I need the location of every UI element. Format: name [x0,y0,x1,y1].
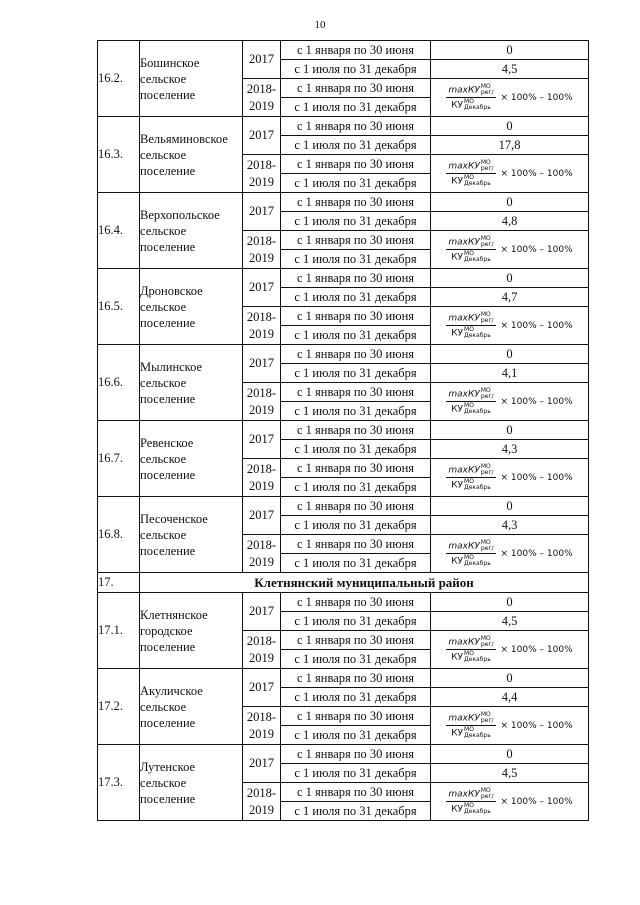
formula-fraction [446,312,495,339]
period-first-half: с 1 января по 30 июня [281,535,431,554]
year-2018-2019: 2018-2019 [243,231,281,269]
formula-denominator-sup: МО [464,554,474,561]
formula-denominator [449,174,493,187]
settlement-name: Вельяминовское сельское поселение [140,117,243,193]
formula-fraction [446,236,495,263]
formula-denominator-sub: Декабрь [464,180,491,187]
formula-denominator [449,98,493,111]
year-2017: 2017 [243,41,281,79]
growth-formula [431,540,588,567]
value-second-half: 4,3 [431,440,589,459]
period-first-half: с 1 января по 30 июня [281,631,431,650]
year-2017: 2017 [243,593,281,631]
growth-formula [431,312,588,339]
formula-fraction [446,160,495,187]
formula-denominator-sup: МО [464,802,474,809]
formula-denominator-sup: МО [464,250,474,257]
formula-denominator-sup: МО [464,326,474,333]
formula-numerator-sub: рег/ [480,793,494,800]
formula-numerator [446,236,495,250]
growth-formula [431,84,588,111]
formula-numerator-indices [481,636,494,648]
period-first-half: с 1 января по 30 июня [281,383,431,402]
value-second-half: 4,4 [431,688,589,707]
growth-formula [431,636,588,663]
value-first-half: 0 [431,497,589,516]
formula-numerator-sup: МО [480,235,491,242]
row-number: 17.3. [98,745,140,821]
formula-cell [431,707,589,745]
period-second-half: с 1 июля по 31 декабря [281,802,431,821]
formula-rest: × 100% – 100% [500,548,573,559]
formula-cell [431,383,589,421]
formula-cell [431,155,589,193]
table-row [98,269,589,288]
period-first-half: с 1 января по 30 июня [281,193,431,212]
formula-numerator [446,84,495,98]
formula-denominator-main: КУ [451,100,464,111]
formula-rest: × 100% – 100% [500,396,573,407]
formula-numerator [446,636,495,650]
period-second-half: с 1 июля по 31 декабря [281,250,431,269]
value-second-half: 4,1 [431,364,589,383]
formula-denominator-indices [464,175,491,187]
formula-numerator-main: КУ [467,237,480,248]
period-second-half: с 1 июля по 31 декабря [281,650,431,669]
formula-numerator-sup: МО [480,539,491,546]
formula-denominator-indices [464,727,491,739]
settlement-name: Бошинское сельское поселение [140,41,243,117]
formula-denominator-indices [464,651,491,663]
formula-numerator [446,160,495,174]
period-second-half: с 1 июля по 31 декабря [281,612,431,631]
section-number: 17. [98,573,140,593]
period-first-half: с 1 января по 30 июня [281,79,431,98]
value-second-half: 4,5 [431,764,589,783]
formula-numerator-indices [481,388,494,400]
period-second-half: с 1 июля по 31 декабря [281,554,431,573]
value-first-half: 0 [431,593,589,612]
table-row [98,497,589,516]
formula-prefix: max [448,313,468,324]
period-second-half: с 1 июля по 31 декабря [281,136,431,155]
formula-numerator-indices [481,84,494,96]
formula-prefix: max [448,237,468,248]
formula-numerator-main: КУ [467,389,480,400]
period-first-half: с 1 января по 30 июня [281,669,431,688]
formula-numerator-sub: рег/ [480,317,494,324]
table-row [98,421,589,440]
table-row [98,669,589,688]
period-first-half: с 1 января по 30 июня [281,783,431,802]
formula-denominator [449,726,493,739]
period-first-half: с 1 января по 30 июня [281,269,431,288]
formula-numerator-indices [481,160,494,172]
formula-numerator [446,312,495,326]
formula-numerator-main: КУ [467,161,480,172]
settlement-name: Дроновское сельское поселение [140,269,243,345]
formula-cell [431,79,589,117]
formula-rest: × 100% – 100% [500,720,573,731]
formula-numerator-sup: МО [480,463,491,470]
row-number: 16.5. [98,269,140,345]
formula-fraction [446,540,495,567]
formula-denominator-main: КУ [451,728,464,739]
formula-denominator-indices [464,327,491,339]
row-number: 16.4. [98,193,140,269]
formula-numerator [446,788,495,802]
formula-numerator-indices [481,712,494,724]
year-2018-2019: 2018-2019 [243,783,281,821]
settlement-name: Верхопольское сельское поселение [140,193,243,269]
formula-numerator [446,388,495,402]
formula-denominator-sup: МО [464,726,474,733]
formula-numerator-sub: рег/ [480,165,494,172]
period-first-half: с 1 января по 30 июня [281,497,431,516]
settlement-name: Песоченское сельское поселение [140,497,243,573]
value-second-half: 4,5 [431,60,589,79]
formula-denominator-indices [464,555,491,567]
formula-denominator [449,326,493,339]
table-row [98,193,589,212]
year-2017: 2017 [243,421,281,459]
formula-numerator-indices [481,788,494,800]
year-2017: 2017 [243,117,281,155]
formula-fraction [446,712,495,739]
year-2018-2019: 2018-2019 [243,79,281,117]
row-number: 16.2. [98,41,140,117]
value-second-half: 4,5 [431,612,589,631]
formula-numerator-main: КУ [467,713,480,724]
formula-numerator-main: КУ [467,541,480,552]
formula-denominator [449,402,493,415]
formula-numerator-main: КУ [467,85,480,96]
formula-prefix: max [448,465,468,476]
formula-denominator-sup: МО [464,478,474,485]
row-number: 17.2. [98,669,140,745]
formula-prefix: max [448,541,468,552]
formula-denominator-main: КУ [451,652,464,663]
period-second-half: с 1 июля по 31 декабря [281,326,431,345]
year-2017: 2017 [243,745,281,783]
formula-prefix: max [448,85,468,96]
period-second-half: с 1 июля по 31 декабря [281,174,431,193]
period-first-half: с 1 января по 30 июня [281,117,431,136]
table-row [98,117,589,136]
period-second-half: с 1 июля по 31 декабря [281,98,431,117]
formula-denominator-sup: МО [464,402,474,409]
period-second-half: с 1 июля по 31 декабря [281,726,431,745]
period-first-half: с 1 января по 30 июня [281,745,431,764]
formula-cell [431,307,589,345]
formula-numerator-sub: рег/ [480,545,494,552]
period-second-half: с 1 июля по 31 декабря [281,212,431,231]
formula-denominator-sub: Декабрь [464,732,491,739]
formula-rest: × 100% – 100% [500,320,573,331]
year-2017: 2017 [243,345,281,383]
formula-denominator-main: КУ [451,480,464,491]
formula-numerator-sup: МО [480,83,491,90]
formula-denominator-main: КУ [451,252,464,263]
formula-denominator-sub: Декабрь [464,560,491,567]
formula-numerator-indices [481,540,494,552]
formula-numerator-sub: рег/ [480,89,494,96]
year-2018-2019: 2018-2019 [243,707,281,745]
formula-cell [431,231,589,269]
formula-cell [431,631,589,669]
formula-fraction [446,636,495,663]
period-second-half: с 1 июля по 31 декабря [281,688,431,707]
settlement-name: Акуличское сельское поселение [140,669,243,745]
formula-denominator-sub: Декабрь [464,656,491,663]
formula-denominator-main: КУ [451,556,464,567]
formula-numerator-sub: рег/ [480,241,494,248]
year-2018-2019: 2018-2019 [243,535,281,573]
formula-denominator-main: КУ [451,804,464,815]
formula-denominator-sup: МО [464,98,474,105]
formula-rest: × 100% – 100% [500,244,573,255]
year-2018-2019: 2018-2019 [243,459,281,497]
formula-rest: × 100% – 100% [500,168,573,179]
settlement-name: Ревенское сельское поселение [140,421,243,497]
formula-denominator [449,802,493,815]
settlement-name: Лутенское сельское поселение [140,745,243,821]
formula-denominator-indices [464,403,491,415]
period-first-half: с 1 января по 30 июня [281,421,431,440]
value-second-half: 4,7 [431,288,589,307]
settlement-name: Клетнянское городское поселение [140,593,243,669]
formula-denominator-indices [464,479,491,491]
table-row [98,41,589,60]
formula-denominator-main: КУ [451,176,464,187]
formula-denominator [449,650,493,663]
formula-denominator [449,554,493,567]
formula-numerator-indices [481,236,494,248]
formula-prefix: max [448,389,468,400]
formula-numerator-main: КУ [467,789,480,800]
table-row [98,593,589,612]
period-second-half: с 1 июля по 31 декабря [281,516,431,535]
formula-numerator [446,540,495,554]
tariff-table [97,40,589,821]
formula-fraction [446,788,495,815]
formula-numerator [446,712,495,726]
formula-numerator-main: КУ [467,637,480,648]
formula-cell [431,783,589,821]
period-second-half: с 1 июля по 31 декабря [281,478,431,497]
period-second-half: с 1 июля по 31 декабря [281,60,431,79]
formula-prefix: max [448,161,468,172]
page-number: 10 [314,19,326,31]
formula-fraction [446,464,495,491]
section-row [98,573,589,593]
formula-cell [431,459,589,497]
period-second-half: с 1 июля по 31 декабря [281,440,431,459]
value-first-half: 0 [431,669,589,688]
section-title: Клетнянский муниципальный район [140,573,589,593]
settlement-name: Мылинское сельское поселение [140,345,243,421]
value-first-half: 0 [431,117,589,136]
formula-rest: × 100% – 100% [500,472,573,483]
value-second-half: 17,8 [431,136,589,155]
growth-formula [431,236,588,263]
row-number: 16.3. [98,117,140,193]
growth-formula [431,788,588,815]
year-2017: 2017 [243,497,281,535]
period-first-half: с 1 января по 30 июня [281,459,431,478]
formula-numerator [446,464,495,478]
formula-numerator-sub: рег/ [480,469,494,476]
row-number: 16.7. [98,421,140,497]
formula-numerator-sub: рег/ [480,641,494,648]
period-first-half: с 1 января по 30 июня [281,345,431,364]
formula-denominator-indices [464,803,491,815]
formula-prefix: max [448,713,468,724]
formula-denominator-sub: Декабрь [464,484,491,491]
formula-rest: × 100% – 100% [500,92,573,103]
growth-formula [431,160,588,187]
formula-denominator-sub: Декабрь [464,408,491,415]
formula-denominator [449,478,493,491]
year-2017: 2017 [243,269,281,307]
formula-prefix: max [448,789,468,800]
formula-denominator [449,250,493,263]
formula-denominator-main: КУ [451,404,464,415]
formula-rest: × 100% – 100% [500,796,573,807]
row-number: 17.1. [98,593,140,669]
period-second-half: с 1 июля по 31 декабря [281,402,431,421]
period-first-half: с 1 января по 30 июня [281,307,431,326]
value-first-half: 0 [431,745,589,764]
value-second-half: 4,8 [431,212,589,231]
formula-numerator-indices [481,464,494,476]
table-row [98,345,589,364]
year-2018-2019: 2018-2019 [243,155,281,193]
formula-denominator-sup: МО [464,650,474,657]
formula-numerator-sub: рег/ [480,393,494,400]
formula-denominator-indices [464,251,491,263]
formula-numerator-sup: МО [480,387,491,394]
formula-denominator-sub: Декабрь [464,256,491,263]
formula-numerator-sub: рег/ [480,717,494,724]
formula-denominator-indices [464,99,491,111]
year-2017: 2017 [243,669,281,707]
formula-denominator-sub: Декабрь [464,808,491,815]
value-second-half: 4,3 [431,516,589,535]
value-first-half: 0 [431,41,589,60]
year-2018-2019: 2018-2019 [243,631,281,669]
formula-numerator-sup: МО [480,159,491,166]
period-second-half: с 1 июля по 31 декабря [281,764,431,783]
formula-denominator-sub: Декабрь [464,332,491,339]
formula-numerator-indices [481,312,494,324]
formula-numerator-sup: МО [480,787,491,794]
formula-numerator-sup: МО [480,635,491,642]
row-number: 16.8. [98,497,140,573]
period-first-half: с 1 января по 30 июня [281,231,431,250]
formula-fraction [446,388,495,415]
formula-fraction [446,84,495,111]
period-first-half: с 1 января по 30 июня [281,155,431,174]
value-first-half: 0 [431,193,589,212]
formula-numerator-sup: МО [480,311,491,318]
growth-formula [431,712,588,739]
formula-denominator-main: КУ [451,328,464,339]
value-first-half: 0 [431,345,589,364]
formula-prefix: max [448,637,468,648]
formula-denominator-sup: МО [464,174,474,181]
period-first-half: с 1 января по 30 июня [281,593,431,612]
formula-cell [431,535,589,573]
period-second-half: с 1 июля по 31 декабря [281,364,431,383]
year-2017: 2017 [243,193,281,231]
growth-formula [431,388,588,415]
tariff-table-body [98,41,589,821]
year-2018-2019: 2018-2019 [243,383,281,421]
table-row [98,745,589,764]
year-2018-2019: 2018-2019 [243,307,281,345]
value-first-half: 0 [431,269,589,288]
formula-denominator-sub: Декабрь [464,104,491,111]
period-first-half: с 1 января по 30 июня [281,41,431,60]
growth-formula [431,464,588,491]
formula-numerator-sup: МО [480,711,491,718]
period-first-half: с 1 января по 30 июня [281,707,431,726]
period-second-half: с 1 июля по 31 декабря [281,288,431,307]
formula-rest: × 100% – 100% [500,644,573,655]
row-number: 16.6. [98,345,140,421]
formula-numerator-main: КУ [467,313,480,324]
value-first-half: 0 [431,421,589,440]
formula-numerator-main: КУ [467,465,480,476]
